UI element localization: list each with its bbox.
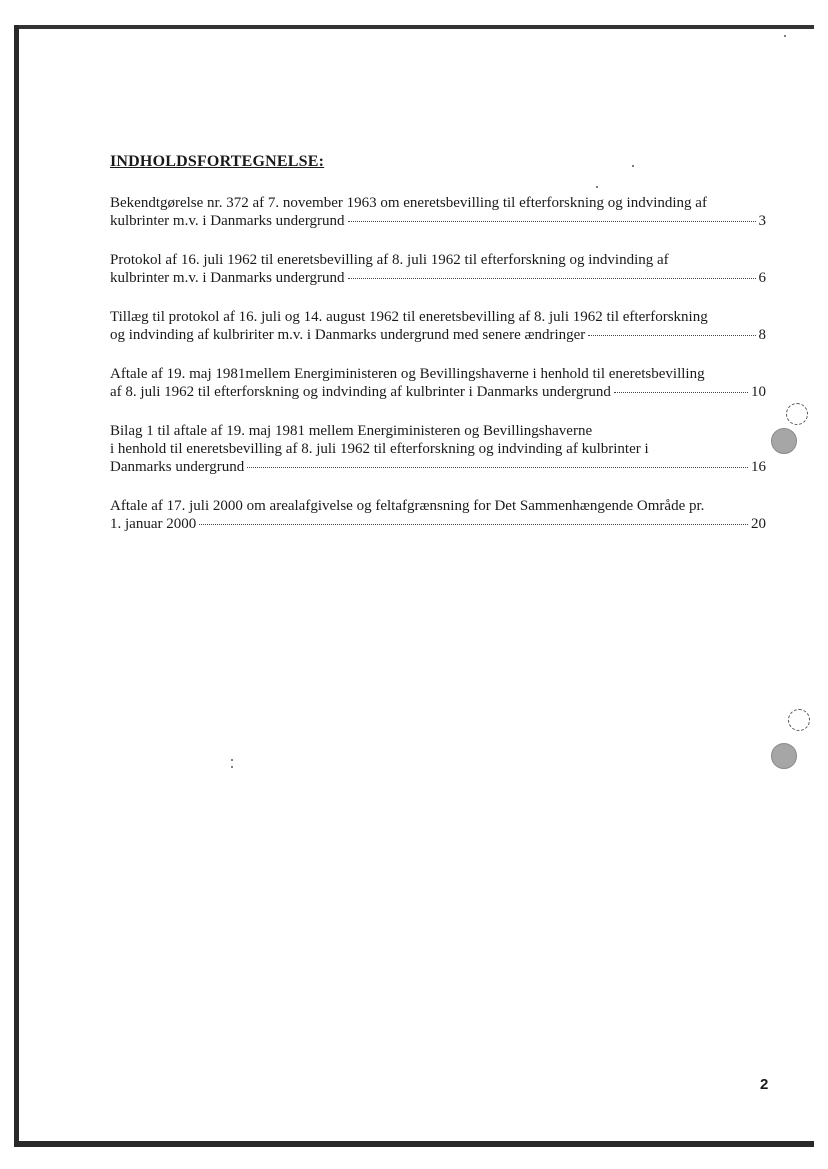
scan-speck xyxy=(632,165,634,167)
page-border-bottom xyxy=(14,1141,814,1147)
toc-page-ref: 16 xyxy=(751,459,766,475)
punch-hole-icon xyxy=(771,428,797,454)
toc-entry-text: Bilag 1 til aftale af 19. maj 1981 mellem Energiministeren og Bevillingshaverne xyxy=(110,423,593,439)
dot-leader xyxy=(348,221,756,222)
toc-page-ref: 20 xyxy=(751,516,766,532)
toc-page-ref: 3 xyxy=(758,213,766,229)
toc-entry-6[interactable] xyxy=(110,497,766,533)
toc-entry-text: Bekendtgørelse nr. 372 af 7. november 1963 om eneretsbevilling til efterforskning og indvinding af xyxy=(110,195,707,211)
punch-hole-icon xyxy=(771,743,797,769)
page-border-top xyxy=(14,25,814,29)
toc-entry-text: af 8. juli 1962 til efterforskning og indvinding af kulbrinter i Danmarks undergrund xyxy=(110,384,611,400)
toc-entry-3[interactable] xyxy=(110,308,766,344)
toc-entry-5[interactable] xyxy=(110,422,766,476)
toc-page-ref: 6 xyxy=(758,270,766,286)
toc-page-ref: 8 xyxy=(758,327,766,343)
page-border-left xyxy=(14,25,19,1147)
toc-entry-text: og indvinding af kulbririter m.v. i Danmarks undergrund med senere ændringer xyxy=(110,327,586,343)
dot-leader xyxy=(199,524,748,525)
scan-speck xyxy=(231,766,233,768)
toc-entry-text: i henhold til eneretsbevilling af 8. juli 1962 til efterforskning og indvinding af kulbrinter i xyxy=(110,441,649,457)
toc-entry-text: Aftale af 19. maj 1981mellem Energiministeren og Bevillingshaverne i henhold til eneretsbevilling xyxy=(110,366,705,382)
punch-hole-ring-icon xyxy=(786,403,808,425)
page-number: 2 xyxy=(760,1076,769,1093)
dot-leader xyxy=(348,278,756,279)
toc-entry-text: Protokol af 16. juli 1962 til eneretsbevilling af 8. juli 1962 til efterforskning og indvinding af xyxy=(110,252,669,268)
dot-leader xyxy=(614,392,748,393)
toc-entry-text: Aftale af 17. juli 2000 om arealafgivelse og feltafgrænsning for Det Sammenhængende Område pr. xyxy=(110,498,705,514)
toc-entry-1[interactable] xyxy=(110,194,766,230)
dot-leader xyxy=(247,467,748,468)
toc-entry-4[interactable] xyxy=(110,365,766,401)
dot-leader xyxy=(588,335,755,336)
toc-entry-text: kulbrinter m.v. i Danmarks undergrund xyxy=(110,270,345,286)
toc-entry-2[interactable] xyxy=(110,251,766,287)
scan-speck xyxy=(784,35,786,37)
punch-hole-ring-icon xyxy=(788,709,810,731)
toc-entry-text: 1. januar 2000 xyxy=(110,516,197,532)
scan-speck xyxy=(596,186,598,188)
toc-entry-text: kulbrinter m.v. i Danmarks undergrund xyxy=(110,213,345,229)
scan-speck xyxy=(231,759,233,761)
toc-entry-text: Danmarks undergrund xyxy=(110,459,245,475)
table-of-contents xyxy=(110,194,766,554)
toc-heading: INDHOLDSFORTEGNELSE: xyxy=(110,153,325,170)
toc-entry-text: Tillæg til protokol af 16. juli og 14. august 1962 til eneretsbevilling af 8. juli 1962 til efterforskning xyxy=(110,309,708,325)
toc-page-ref: 10 xyxy=(751,384,766,400)
